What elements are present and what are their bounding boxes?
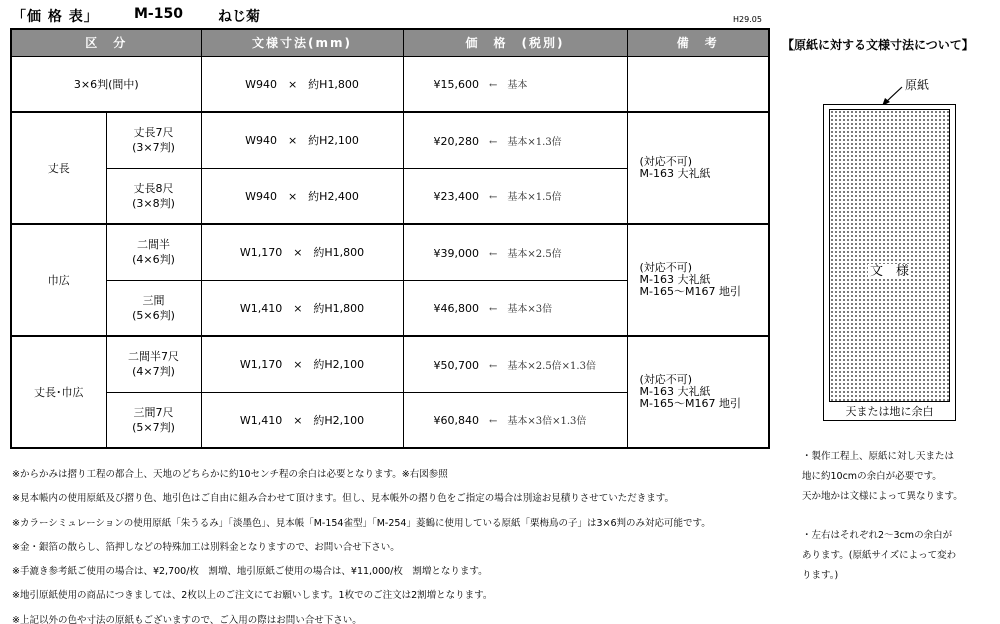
price-cell <box>403 336 627 392</box>
margin-label: 天または地に余白 <box>845 405 934 418</box>
side-note-line: 天か地かは文様によって異なります。 <box>802 491 963 502</box>
notes-list <box>12 468 711 624</box>
category-cell: 巾広 <box>11 224 106 336</box>
price-value: ¥23,400 <box>433 190 480 204</box>
side-note-2 <box>802 526 956 586</box>
category-cell: 丈長 <box>11 112 106 224</box>
paper-diagram <box>823 104 956 421</box>
subcategory-cell <box>106 336 201 392</box>
subcategory-label: 三間 <box>142 293 165 307</box>
note-item: ※カラーシミュレーションの使用原紙「朱うるみ」「淡墨色」、見本帳「M-154雀型」「M-254」菱鶴に使用している原紙「栗梅鳥の子」は3×6判のみ対応可能です。 <box>12 517 711 529</box>
note-item: ※からかみは摺り工程の都合上、天地のどちらかに約10センチ程の余白は必要となります。※右図参照 <box>12 469 448 480</box>
size-cell: W940 × 約H2,100 <box>201 112 403 168</box>
table-row <box>11 56 769 112</box>
remark-text: (対応不可) M-163 大礼紙 M-165～M167 地引 <box>639 261 741 298</box>
header-kubun: 区 分 <box>11 29 201 56</box>
revision-date: H29.05 <box>733 15 762 24</box>
subcategory-label: 三間7尺 <box>133 405 174 419</box>
size-cell: W1,170 × 約H1,800 <box>201 224 403 280</box>
product-code: M-150 <box>134 6 183 22</box>
price-cell <box>403 392 627 448</box>
remark-cell <box>627 224 769 336</box>
price-cell <box>403 112 627 168</box>
pattern-area <box>829 109 950 402</box>
subcategory-size: (4×6判) <box>132 253 175 267</box>
price-value: ¥50,700 <box>433 358 480 372</box>
page-title: 「価 格 表」 <box>12 9 99 25</box>
price-cell <box>403 224 627 280</box>
price-cell <box>403 280 627 336</box>
table-header-row <box>11 29 769 56</box>
header-remarks: 備 考 <box>627 29 769 56</box>
note-item: ※手漉き参考紙ご使用の場合は、¥2,700/枚 割増、地引原紙ご使用の場合は、¥11,000/枚 割増となります。 <box>12 566 488 578</box>
table-row <box>11 336 769 392</box>
price-note: ← 基本×1.3倍 <box>489 136 562 148</box>
note-item: ※上記以外の色や寸法の原紙もございますので、ご入用の際はお問い合せ下さい。 <box>12 614 362 624</box>
price-note: ← 基本×1.5倍 <box>489 192 562 204</box>
remark-text: (対応不可) M-163 大礼紙 M-165～M167 地引 <box>639 373 741 410</box>
category-cell: 丈長･巾広 <box>11 336 106 448</box>
subcategory-label: 丈長7尺 <box>133 126 174 140</box>
note-item: ※見本帳内の使用原紙及び摺り色、地引色はご自由に組み合わせて頂けます。但し、見本帳外の摺り色をご指定の場合は別途お見積りさせていただきます。 <box>12 493 674 505</box>
subcategory-label: 二間半7尺 <box>128 350 179 364</box>
remark-cell <box>627 112 769 224</box>
header-price: 価 格 (税別) <box>403 29 627 56</box>
size-cell: W940 × 約H2,400 <box>201 168 403 224</box>
product-name: ねじ菊 <box>218 9 260 25</box>
side-note-line: ・製作工程上、原紙に対し天または <box>802 451 955 462</box>
subcategory-label: 二間半 <box>137 238 170 252</box>
size-cell: W940 × 約H1,800 <box>201 56 403 112</box>
note-item: ※金・銀箔の散らし、箔押しなどの特殊加工は別料金となりますので、お問い合せ下さい。 <box>12 541 400 553</box>
price-note: ← 基本×2.5倍×1.3倍 <box>489 360 596 372</box>
diagram-title: 【原紙に対する文様寸法について】 <box>782 38 974 52</box>
arrow-icon <box>880 86 904 106</box>
price-cell <box>403 56 627 112</box>
price-value: ¥46,800 <box>433 302 480 316</box>
price-cell <box>403 168 627 224</box>
side-note-line: ・左右はそれぞれ2～3cmの余白が <box>802 530 953 541</box>
price-note: ← 基本 <box>489 80 528 92</box>
price-value: ¥39,000 <box>433 246 480 260</box>
price-table <box>10 28 770 449</box>
pattern-label: 文 様 <box>869 264 909 279</box>
price-note: ← 基本×3倍×1.3倍 <box>489 416 587 428</box>
remark-cell <box>627 56 769 112</box>
category-cell: 3×6判(間中) <box>11 56 201 112</box>
table-row <box>11 224 769 280</box>
subcategory-size: (4×7判) <box>132 365 175 379</box>
subcategory-size: (5×6判) <box>132 308 175 322</box>
price-value: ¥20,280 <box>433 134 480 148</box>
subcategory-cell <box>106 392 201 448</box>
remark-text: (対応不可) M-163 大礼紙 <box>639 155 711 180</box>
header-size: 文様寸法(mm) <box>201 29 403 56</box>
price-note: ← 基本×2.5倍 <box>489 248 562 260</box>
subcategory-cell <box>106 224 201 280</box>
subcategory-cell <box>106 280 201 336</box>
size-cell: W1,170 × 約H2,100 <box>201 336 403 392</box>
side-note-line: あります。(原紙サイズによって変わ <box>802 550 957 561</box>
subcategory-size: (3×8判) <box>132 196 175 210</box>
subcategory-size: (5×7判) <box>132 420 175 434</box>
price-value: ¥60,840 <box>433 414 480 428</box>
price-value: ¥15,600 <box>433 78 480 92</box>
size-cell: W1,410 × 約H2,100 <box>201 392 403 448</box>
subcategory-cell <box>106 112 201 168</box>
side-note-line: ります。) <box>802 570 839 581</box>
remark-cell <box>627 336 769 448</box>
subcategory-cell <box>106 168 201 224</box>
table-row <box>11 112 769 168</box>
note-item: ※地引原紙使用の商品につきましては、2枚以上のご注文にてお願いします。1枚でのご注文は2割増となります。 <box>12 590 493 602</box>
side-note-line: 地に約10cmの余白が必要です。 <box>802 471 942 482</box>
paper-label: 原紙 <box>905 78 930 92</box>
side-note-1 <box>802 447 963 507</box>
size-cell: W1,410 × 約H1,800 <box>201 280 403 336</box>
subcategory-label: 丈長8尺 <box>133 181 174 195</box>
price-note: ← 基本×3倍 <box>489 304 553 316</box>
subcategory-size: (3×7判) <box>132 141 175 155</box>
